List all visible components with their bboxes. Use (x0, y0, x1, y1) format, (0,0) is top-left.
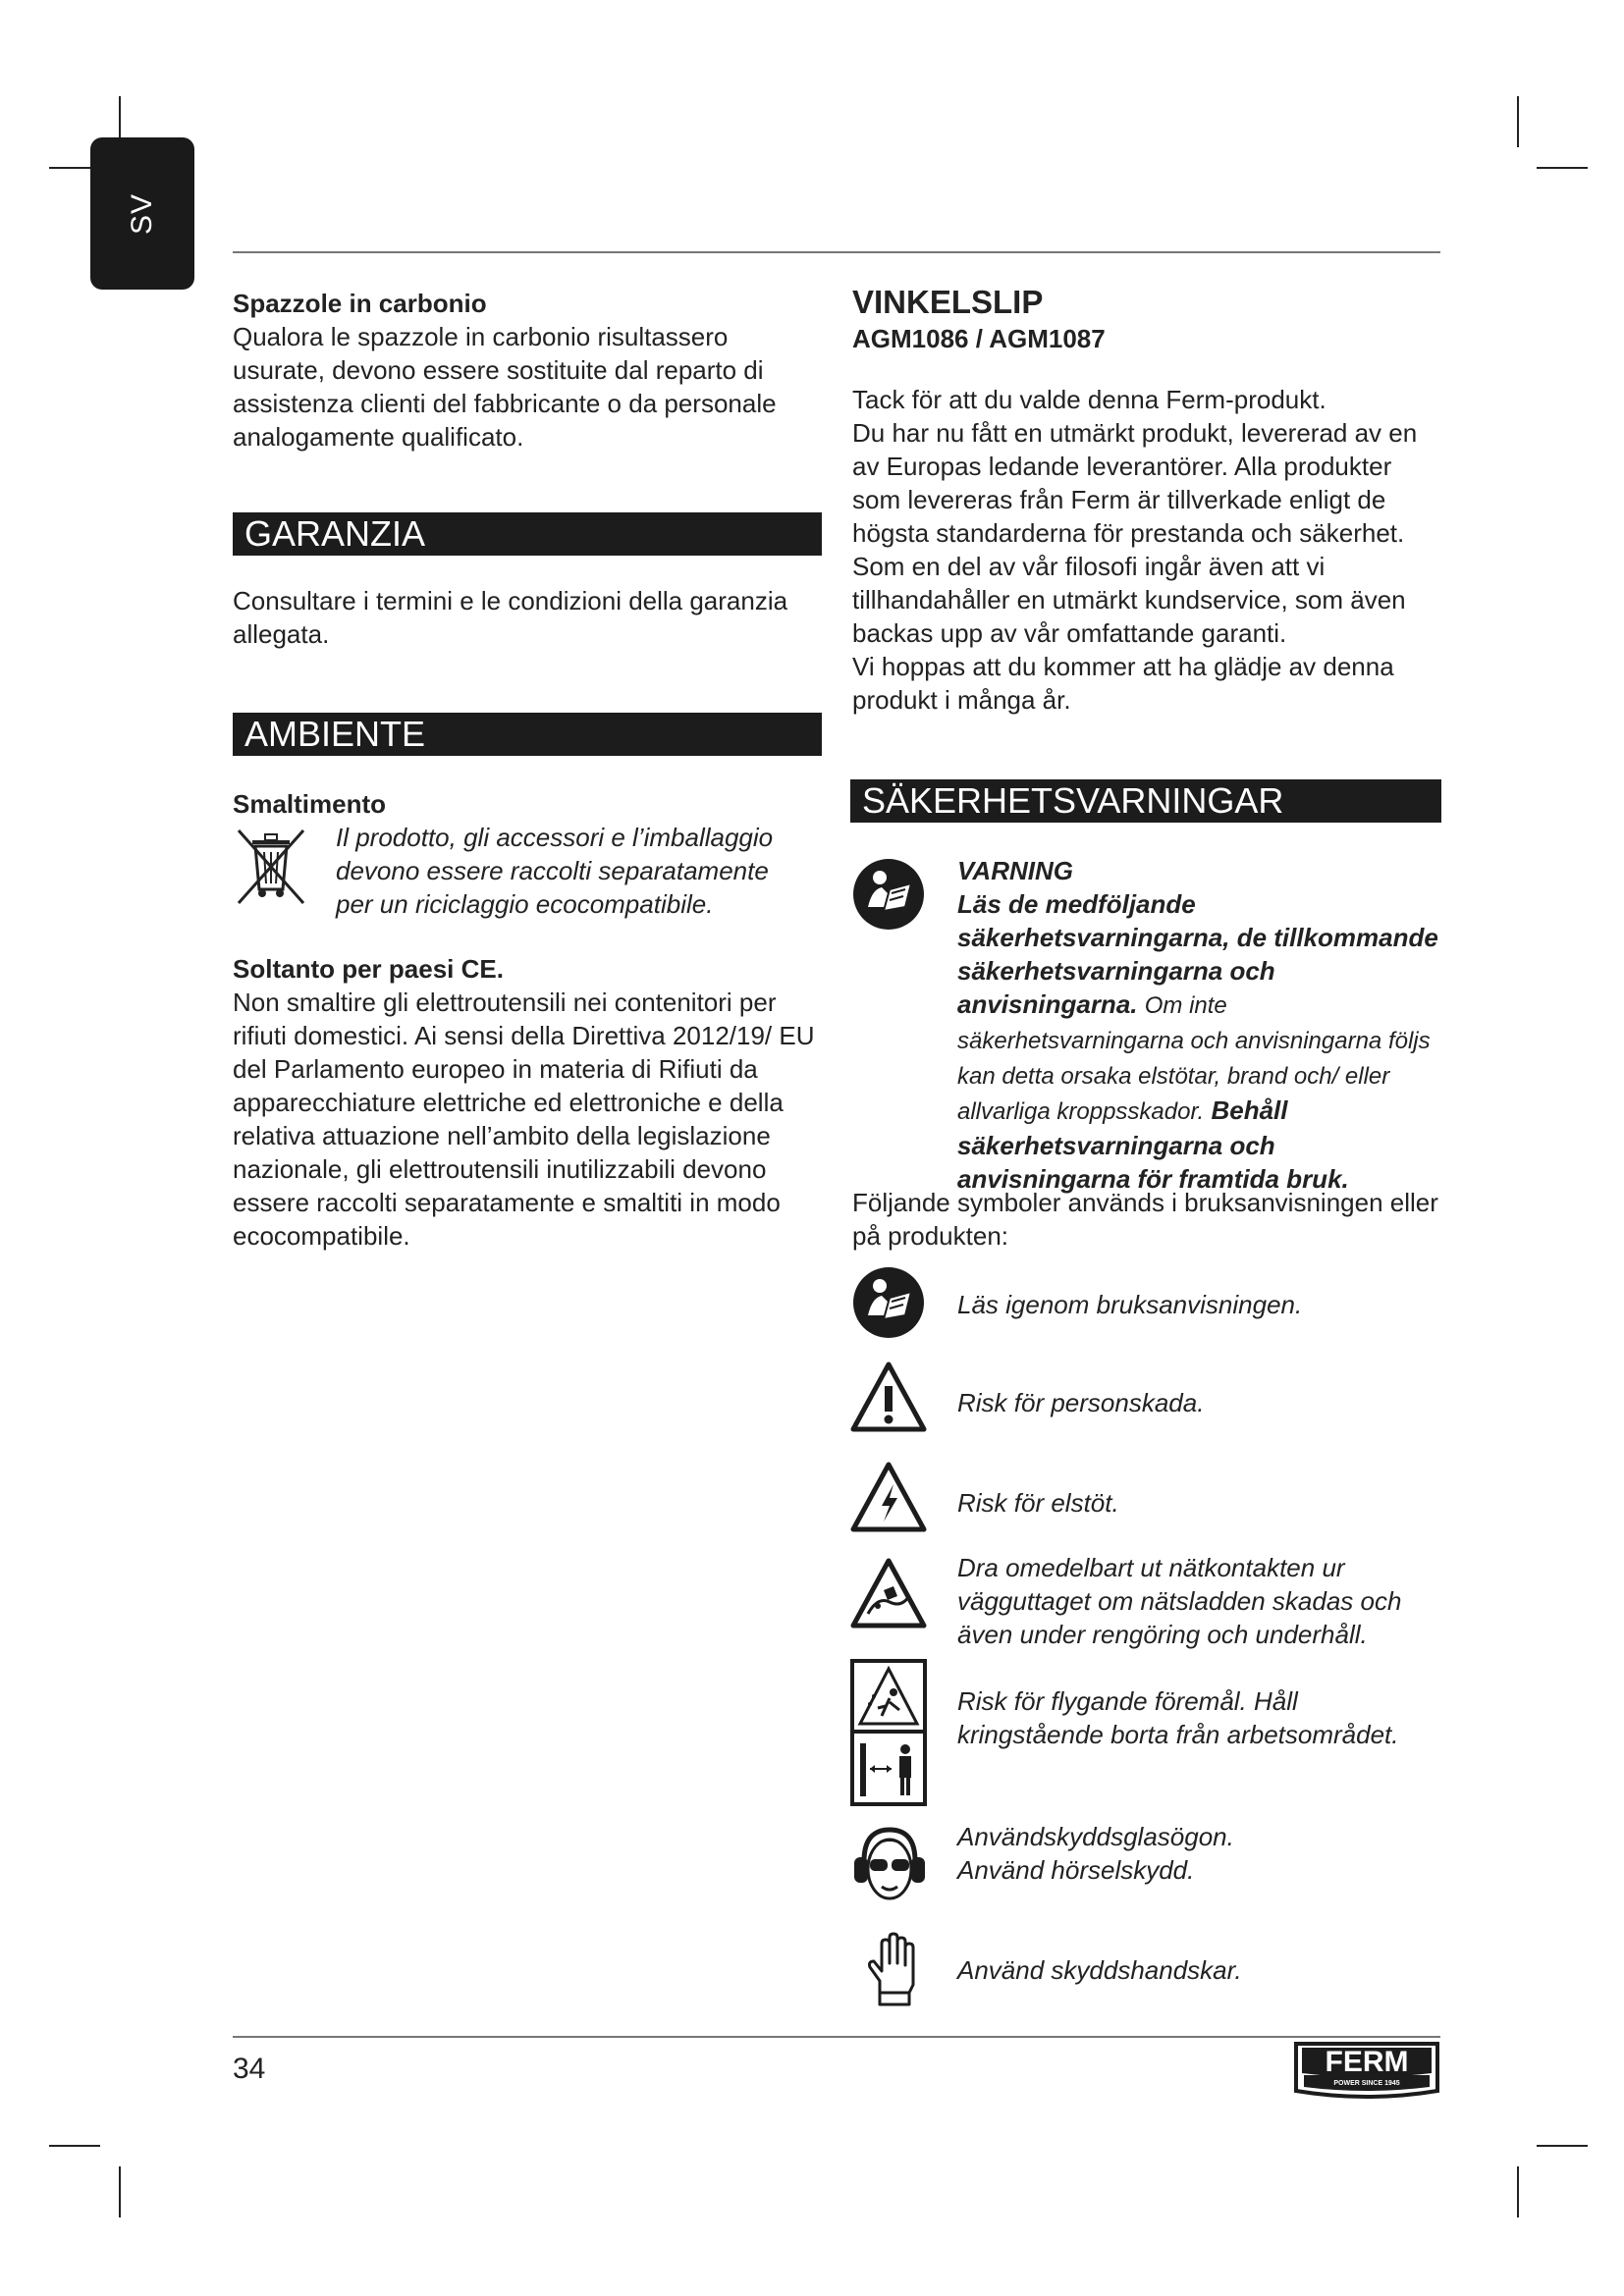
symbol-goggles-text: Användskyddsglasögon. (957, 1822, 1234, 1851)
ferm-logo (1294, 2038, 1439, 2101)
warning-bold-1: Läs de medföljande säkerhetsvarningarna, de tillkommande säkerhetsvarningarna och anvisningarna. (957, 889, 1438, 1019)
symbol-flying-objects-block (957, 1684, 1443, 1751)
ce-text: Non smaltire gli elettroutensili nei contenitori per rifiuti domestici. Ai sensi della Direttiva 2012/19/ EU del Parlamento europeo in materia di Rifiuti da apparecchiature elettriche ed elettroniche e della relativa attuazione nell’ambito della legislazione nazionale, gli elettroutensili inutilizzabili devono essere raccolti separatamente e smaltiti in modo ecocompatibile. (233, 988, 815, 1251)
intro-line-4: Vi hoppas att du kommer att ha glädje av denna produkt i många år. (852, 652, 1394, 715)
read-manual-icon (850, 1264, 927, 1341)
intro-line-1: Tack för att du valde denna Ferm-produkt. (852, 385, 1326, 414)
left-column (233, 287, 822, 454)
warranty-banner: GARANZIA (233, 512, 822, 556)
symbol-earmuffs-text: Använd hörselskydd. (957, 1855, 1195, 1885)
warranty-text: Consultare i termini e le condizioni della garanzia allegata. (233, 586, 788, 649)
disposal-text: Il prodotto, gli accessori e l’imballaggio devono essere raccolti separatamente per un riciclaggio ecocompatibile. (336, 823, 774, 919)
crop-mark (49, 2145, 100, 2147)
right-intro (852, 283, 1441, 717)
symbol-damaged-cable-block (957, 1551, 1443, 1651)
intro-line-3: Som en del av vår filosofi ingår även att vi tillhandahåller en utmärkt kundservice, som även backas upp av vår omfattande garanti. (852, 552, 1406, 648)
goggles-earmuffs-icon (850, 1824, 929, 1906)
language-code: SV (126, 192, 158, 235)
crop-mark (1537, 167, 1588, 169)
electric-shock-icon (850, 1461, 927, 1533)
crop-mark (1517, 96, 1519, 147)
product-title: VINKELSLIP (852, 284, 1044, 320)
disposal-section (233, 787, 822, 821)
symbol-flying-objects-text: Risk för flygande föremål. Håll kringstående borta från arbetsområdet. (957, 1686, 1399, 1749)
symbols-intro-block (852, 1186, 1441, 1253)
brand-name: FERM (1325, 2046, 1409, 2078)
safety-warnings-banner: SÄKERHETSVARNINGAR (850, 779, 1441, 823)
product-models: AGM1086 / AGM1087 (852, 324, 1106, 353)
symbol-electric-shock-text: Risk för elstöt. (957, 1488, 1119, 1518)
read-manual-icon (850, 856, 927, 933)
warning-bold-2: Behåll säkerhetsvarningarna och anvisningarna för framtida bruk. (957, 1095, 1349, 1194)
damaged-cable-icon (850, 1557, 927, 1629)
flying-objects-icon (850, 1659, 927, 1806)
warranty-section (233, 584, 822, 651)
ce-heading: Soltanto per paesi CE. (233, 954, 504, 984)
symbol-damaged-cable-text: Dra omedelbart ut nätkontakten ur vägguttaget om nätsladden skadas och även under rengöring och underhåll. (957, 1553, 1402, 1649)
crop-mark (119, 2166, 121, 2217)
page-number: 34 (233, 2053, 266, 2085)
crossed-bin-icon (233, 827, 309, 907)
footer-rule (233, 2036, 1440, 2038)
intro-line-2: Du har nu fått en utmärkt produkt, levererad av en av Europas ledande leverantörer. Alla produkter som levereras från Ferm är tillverkade enligt de högsta standarderna för prestanda och säkerhet. (852, 418, 1418, 548)
ce-section (233, 952, 822, 1253)
carbon-brushes-text: Qualora le spazzole in carbonio risultassero usurate, devono essere sostituite dal reparto di assistenza clienti del fabbricante o da personale analogamente qualificato. (233, 322, 777, 452)
symbol-read-manual-text: Läs igenom bruksanvisningen. (957, 1290, 1303, 1319)
brand-tagline: POWER SINCE 1945 (1333, 2080, 1400, 2087)
warning-italic: Om inte säkerhetsvarningarna och anvisningarna följs kan detta orsaka elstötar, brand och/ eller allvarliga kroppsskador. (957, 992, 1431, 1125)
language-tab (90, 137, 194, 290)
disposal-heading: Smaltimento (233, 789, 387, 819)
carbon-brushes-heading: Spazzole in carbonio (233, 289, 487, 318)
symbol-gloves-text: Använd skyddshandskar. (957, 1955, 1242, 1985)
crop-mark (1517, 2166, 1519, 2217)
warning-block (957, 854, 1443, 1196)
environment-banner: AMBIENTE (233, 713, 822, 756)
warning-text (957, 887, 1443, 1196)
header-rule (233, 251, 1440, 253)
gloves-icon (862, 1930, 921, 2008)
crop-mark (1537, 2145, 1588, 2147)
disposal-text-block (336, 821, 807, 921)
warning-label: VARNING (957, 856, 1073, 885)
symbol-personal-injury-text: Risk för personskada. (957, 1388, 1205, 1417)
warning-triangle-icon (850, 1361, 927, 1433)
symbols-intro: Följande symboler används i bruksanvisningen eller på produkten: (852, 1188, 1438, 1251)
